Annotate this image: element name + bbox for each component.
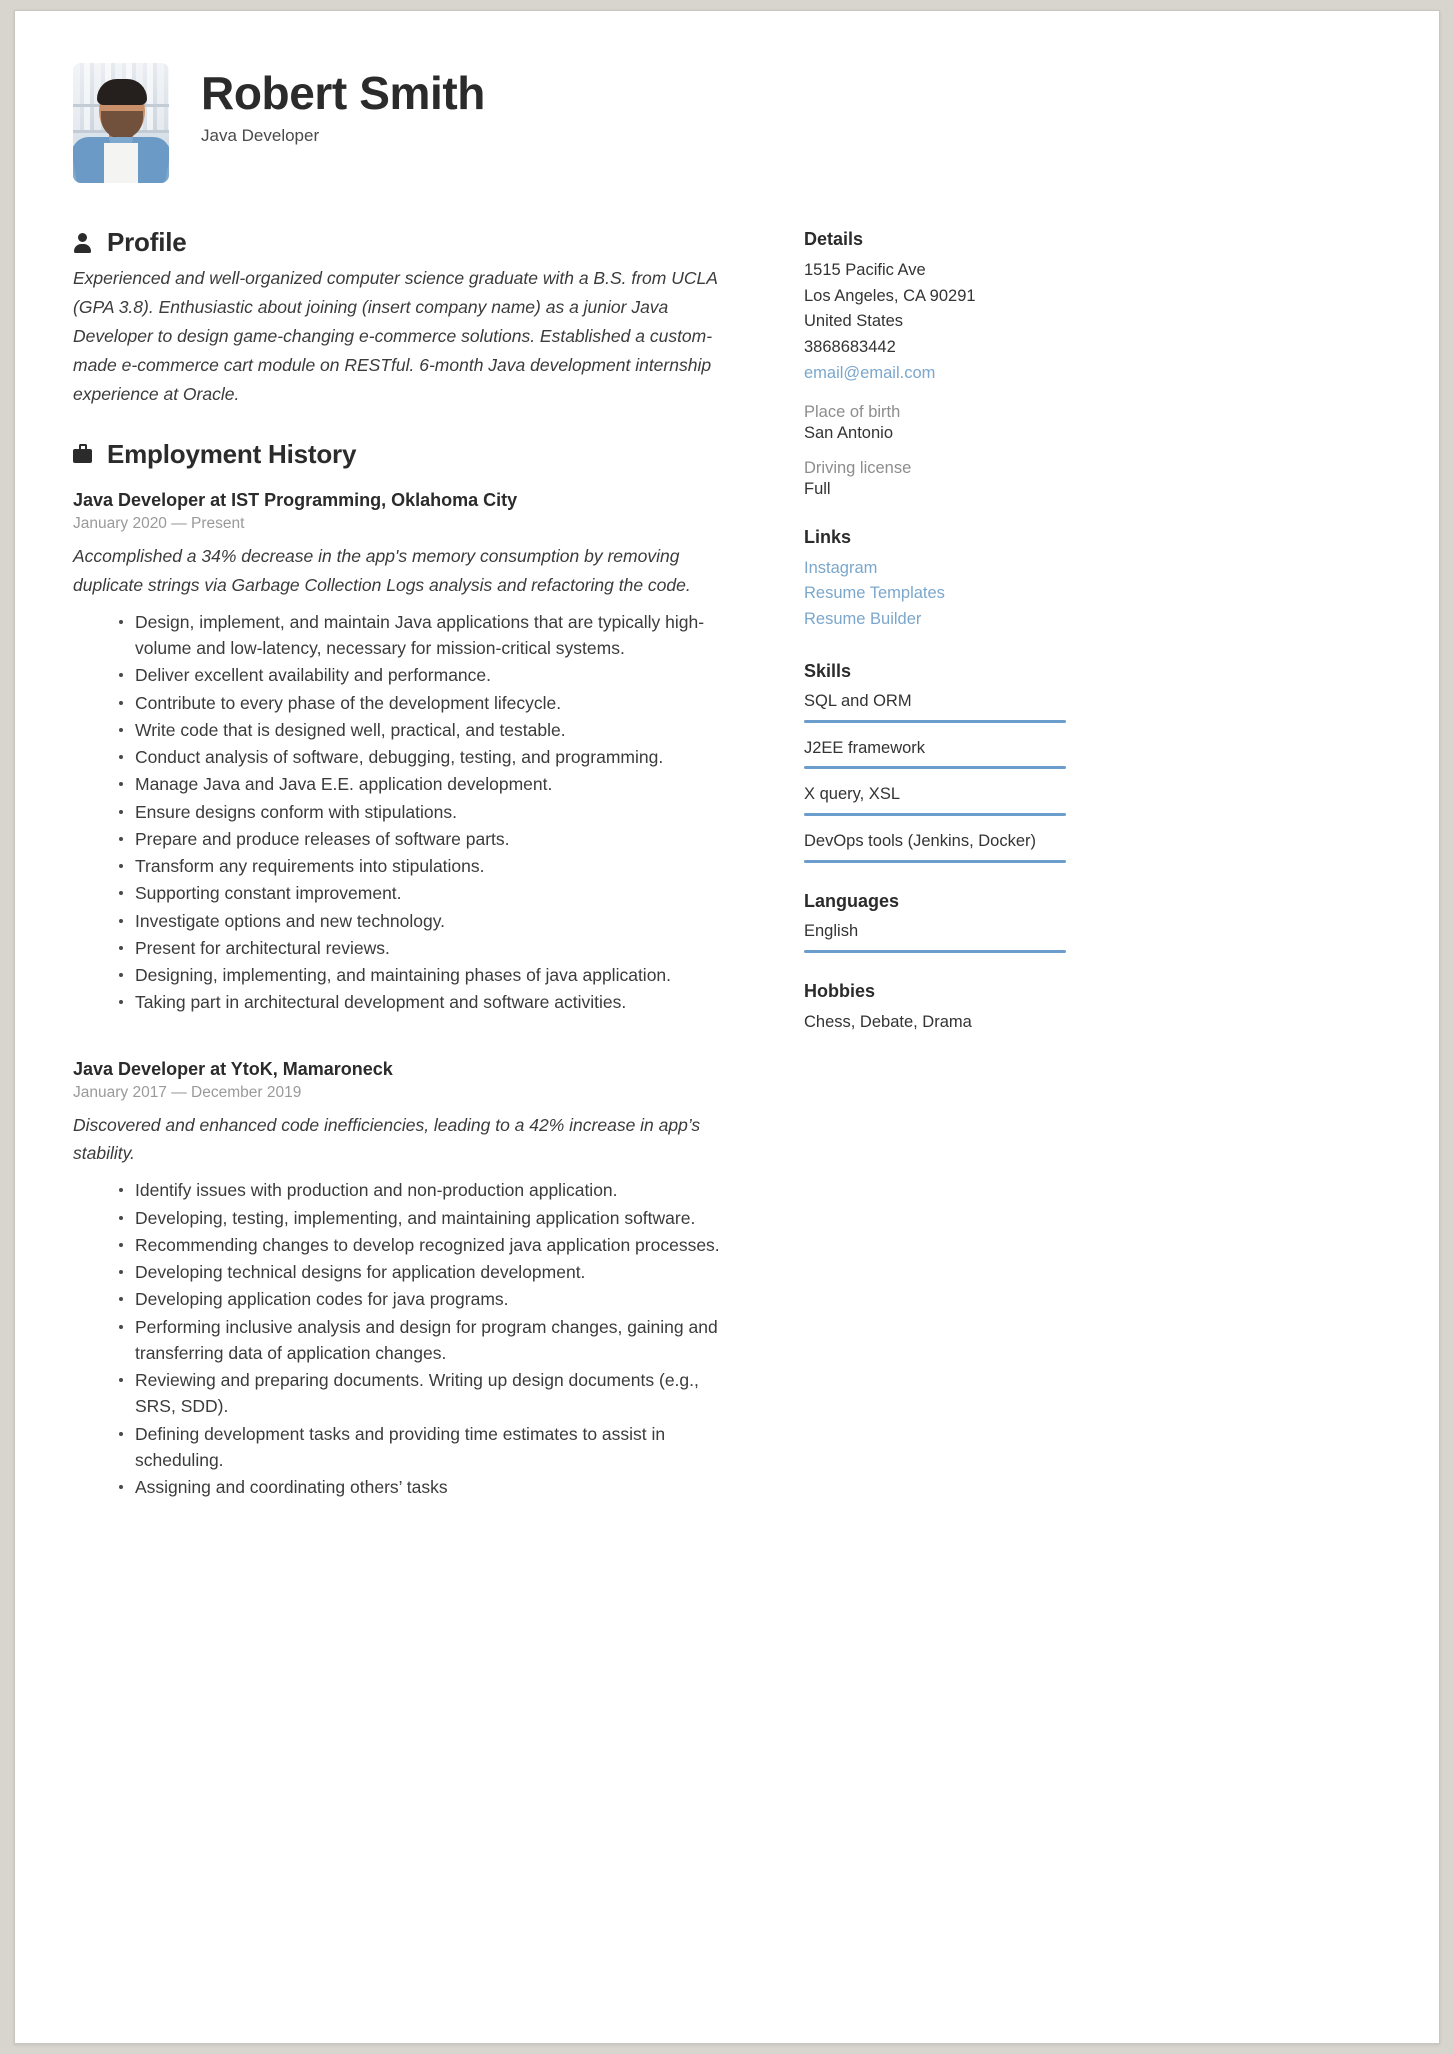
skill-item: [804, 920, 1387, 953]
skill-item: [804, 690, 1387, 723]
employment-heading-row: [73, 439, 736, 470]
header-job-title: Java Developer: [201, 126, 320, 146]
resume-header: [73, 41, 1387, 183]
links-section: [804, 527, 1387, 633]
skill-level-bar: [804, 813, 1066, 816]
skill-name: SQL and ORM: [804, 691, 912, 710]
languages-section: [804, 891, 1387, 953]
bullet-item: Present for architectural reviews.: [119, 935, 736, 961]
job-title: Java Developer at IST Programming, Oklahoma City: [73, 490, 518, 511]
skill-name: English: [804, 921, 859, 940]
details-section: [804, 229, 1387, 499]
job-summary: Discovered and enhanced code inefficiencies, leading to a 42% increase in app’s stability.: [73, 1114, 701, 1164]
sidebar-link[interactable]: Resume Builder: [804, 610, 922, 629]
bullet-item: Developing application codes for java programs.: [119, 1286, 736, 1312]
bullet-item: Conduct analysis of software, debugging, testing, and programming.: [119, 744, 736, 770]
main-column: [73, 227, 736, 1501]
job-dates: January 2017 — December 2019: [73, 1083, 302, 1101]
job-entry: [73, 1059, 736, 1501]
skill-name: J2EE framework: [804, 738, 926, 757]
skill-name: X query, XSL: [804, 785, 900, 804]
skill-level-bar: [804, 950, 1066, 953]
hobbies-heading: Hobbies: [804, 980, 876, 1001]
skills-section: [804, 661, 1387, 863]
place-of-birth-value: San Antonio: [804, 423, 893, 442]
page-title: Robert Smith: [201, 67, 485, 119]
driving-license-label: Driving license: [804, 458, 912, 477]
bullet-item: Prepare and produce releases of software parts.: [119, 826, 736, 852]
bullet-item: Investigate options and new technology.: [119, 908, 736, 934]
bullet-item: Assigning and coordinating others’ tasks: [119, 1474, 736, 1500]
phone-number: 3868683442: [804, 338, 896, 357]
profile-heading: Profile: [107, 227, 187, 257]
job-dates: January 2020 — Present: [73, 515, 245, 533]
bullet-item: Defining development tasks and providing time estimates to assist in scheduling.: [119, 1421, 736, 1474]
bullet-item: Write code that is designed well, practical, and testable.: [119, 717, 736, 743]
bullet-item: Supporting constant improvement.: [119, 880, 736, 906]
sidebar: [804, 227, 1387, 1035]
skill-item: [804, 737, 1387, 770]
driving-license-value: Full: [804, 479, 831, 498]
languages-list: [804, 920, 1387, 953]
bullet-item: Recommending changes to develop recognized java application processes.: [119, 1232, 736, 1258]
sidebar-link[interactable]: Instagram: [804, 558, 878, 577]
briefcase-icon: [73, 444, 93, 466]
employment-heading: Employment History: [107, 439, 357, 470]
skill-level-bar: [804, 720, 1066, 723]
skill-item: [804, 830, 1387, 863]
links-list: [804, 556, 1387, 633]
bullet-item: Identify issues with production and non-production application.: [119, 1177, 736, 1203]
job-bullets: [73, 1177, 736, 1500]
sidebar-link[interactable]: Resume Templates: [804, 584, 945, 603]
address-line-1: 1515 Pacific Ave: [804, 261, 926, 279]
bullet-item: Contribute to every phase of the development lifecycle.: [119, 690, 736, 716]
address-line-2: Los Angeles, CA 90291: [804, 286, 976, 305]
job-bullets: [73, 609, 736, 1016]
bullet-item: Developing technical designs for application development.: [119, 1259, 736, 1285]
bullet-item: Taking part in architectural development and software activities.: [119, 989, 736, 1015]
place-of-birth-label: Place of birth: [804, 402, 901, 421]
profile-text: Experienced and well-organized computer science graduate with a B.S. from UCLA (GPA 3.8). Enthusiastic about joining (insert company name) as a junior Java Developer to design game-changing e-commerce solutions. Established a custom-made e-commerce cart module on RESTful. 6-month Java development internship experience at Oracle.: [73, 268, 718, 405]
bullet-item: Design, implement, and maintain Java applications that are typically high-volume and low-latency, necessary for mission-critical systems.: [119, 609, 736, 662]
skill-name: DevOps tools (Jenkins, Docker): [804, 832, 1036, 851]
bullet-item: Transform any requirements into stipulations.: [119, 853, 736, 879]
avatar: [73, 63, 169, 183]
bullet-item: Designing, implementing, and maintaining phases of java application.: [119, 962, 736, 988]
skills-list: [804, 690, 1387, 863]
resume-sheet: [14, 10, 1440, 2044]
skills-heading: Skills: [804, 660, 852, 681]
job-title: Java Developer at YtoK, Mamaroneck: [73, 1058, 393, 1079]
bullet-item: Ensure designs conform with stipulations.: [119, 799, 736, 825]
country: United States: [804, 312, 904, 331]
person-icon: [73, 232, 93, 254]
hobbies-value: Chess, Debate, Drama: [804, 1012, 972, 1031]
links-heading: Links: [804, 526, 852, 547]
employment-section: [73, 439, 736, 1500]
skill-level-bar: [804, 860, 1066, 863]
skill-level-bar: [804, 766, 1066, 769]
details-heading: Details: [804, 229, 864, 249]
bullet-item: Performing inclusive analysis and design for program changes, gaining and transferring data of application changes.: [119, 1314, 736, 1367]
profile-section: [73, 227, 736, 409]
bullet-item: Deliver excellent availability and performance.: [119, 662, 736, 688]
bullet-item: Developing, testing, implementing, and maintaining application software.: [119, 1205, 736, 1231]
profile-heading-row: [73, 227, 736, 258]
bullet-item: Manage Java and Java E.E. application development.: [119, 771, 736, 797]
job-entry: [73, 490, 736, 1015]
job-summary: Accomplished a 34% decrease in the app's memory consumption by removing duplicate strings via Garbage Collection Logs analysis and refactoring the code.: [73, 546, 691, 595]
bullet-item: Reviewing and preparing documents. Writing up design documents (e.g., SRS, SDD).: [119, 1367, 736, 1420]
email-link[interactable]: email@email.com: [804, 363, 936, 382]
languages-heading: Languages: [804, 890, 900, 911]
hobbies-section: [804, 981, 1387, 1036]
skill-item: [804, 783, 1387, 816]
